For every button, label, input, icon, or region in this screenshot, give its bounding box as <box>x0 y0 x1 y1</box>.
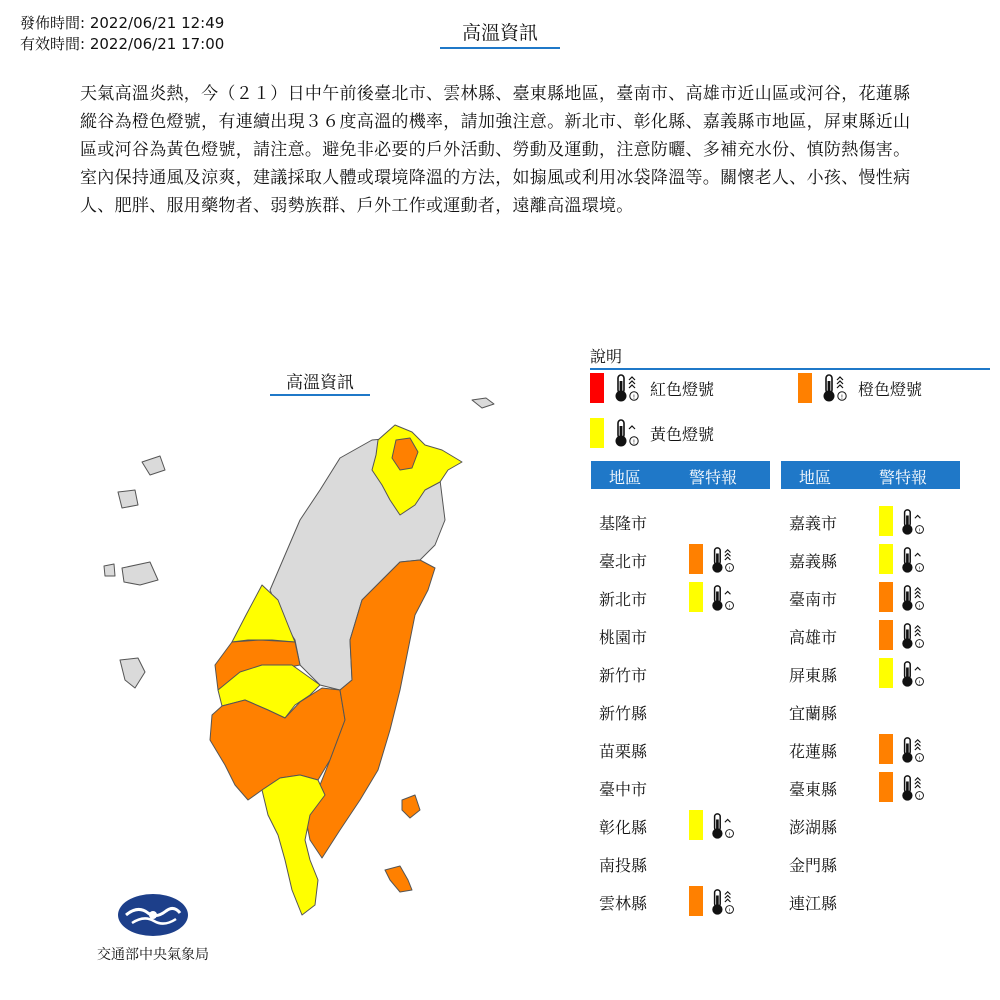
orange-level-swatch <box>689 544 703 574</box>
thermometer-icon <box>899 546 927 574</box>
region-name: 桃園市 <box>599 628 648 647</box>
table-row <box>789 544 959 574</box>
region-penghu-4 <box>104 564 115 576</box>
region-name: 臺東縣 <box>789 780 838 799</box>
table-row <box>599 658 769 688</box>
svg-text:!: ! <box>918 642 921 649</box>
yellow-level-swatch <box>879 506 893 536</box>
svg-text:!: ! <box>632 439 636 446</box>
svg-text:!: ! <box>918 794 921 801</box>
region-name: 臺中市 <box>599 780 648 799</box>
table-row <box>789 734 959 764</box>
yellow-level-swatch <box>879 658 893 688</box>
thermometer-icon <box>899 508 927 536</box>
table-row <box>599 772 769 802</box>
legend-yellow <box>590 418 714 448</box>
region-name: 花蓮縣 <box>789 742 838 761</box>
region-penghu-1 <box>142 456 165 475</box>
region-penghu-3 <box>122 562 158 585</box>
svg-text:!: ! <box>728 566 731 573</box>
orange-level-swatch <box>879 772 893 802</box>
thermometer-high-icon <box>709 546 737 574</box>
table-row <box>599 620 769 650</box>
region-penghu-5 <box>120 658 145 688</box>
thermometer-icon <box>709 584 737 612</box>
page-title: 高溫資訊 <box>440 18 560 49</box>
region-name: 臺北市 <box>599 552 648 571</box>
cwb-logo <box>118 893 188 937</box>
region-name: 金門縣 <box>789 856 838 875</box>
table-row <box>789 658 959 688</box>
valid-time-value: 2022/06/21 17:00 <box>89 35 225 53</box>
thermometer-high-icon <box>899 774 927 802</box>
region-name: 宜蘭縣 <box>789 704 838 723</box>
header-warning: 警特報 <box>879 468 928 487</box>
yellow-level-swatch <box>879 544 893 574</box>
agency-name: 交通部中央氣象局 <box>97 947 209 963</box>
legend-title: 說明 <box>590 344 990 370</box>
region-name: 新竹市 <box>599 666 648 685</box>
region-name: 雲林縣 <box>599 894 648 913</box>
region-name: 嘉義縣 <box>789 552 838 571</box>
table-row <box>789 582 959 612</box>
red-swatch <box>590 373 604 403</box>
region-name: 嘉義市 <box>789 514 838 533</box>
table-row <box>599 886 769 916</box>
region-name: 新竹縣 <box>599 704 648 723</box>
thermometer-icon <box>612 418 642 448</box>
thermometer-icon <box>709 812 737 840</box>
table-row <box>599 810 769 840</box>
header-region: 地區 <box>609 468 642 487</box>
region-name: 彰化縣 <box>599 818 648 837</box>
svg-text:!: ! <box>840 394 844 401</box>
legend-orange <box>798 373 922 403</box>
svg-text:!: ! <box>918 566 921 573</box>
table-row <box>599 734 769 764</box>
table-row <box>599 506 769 536</box>
table-row <box>789 848 959 878</box>
table-row <box>789 506 959 536</box>
orange-swatch <box>798 373 812 403</box>
table-row <box>789 772 959 802</box>
thermometer-high-icon <box>899 736 927 764</box>
table-header-right <box>781 461 960 489</box>
table-row <box>599 696 769 726</box>
table-row <box>599 582 769 612</box>
thermometer-high-icon <box>899 622 927 650</box>
header-region: 地區 <box>799 468 832 487</box>
svg-text:!: ! <box>918 680 921 687</box>
svg-text:!: ! <box>918 604 921 611</box>
map-title: 高溫資訊 <box>270 368 370 396</box>
region-penghu-2 <box>118 490 138 508</box>
thermometer-icon <box>899 660 927 688</box>
header-warning: 警特報 <box>689 468 738 487</box>
warning-description: 天氣高溫炎熱，今（２１）日中午前後臺北市、雲林縣、臺東縣地區，臺南市、高雄市近山區或河谷，花蓮縣縱谷為橙色燈號，有連續出現３６度高溫的機率，請加強注意。新北市、彰化縣、嘉義縣市地區，屏東縣近山區或河谷為黃色燈號，請注意。避免非必要的戶外活動、勞動及運動，注意防曬、多補充水份、慎防熱傷害。室內保持通風及涼爽，建議採取人體或環境降溫的方法，如搧風或利用冰袋降溫等。關懷老人、小孩、慢性病人、肥胖、服用藥物者、弱勢族群、戶外工作或運動者，遠離高溫環境。 <box>80 84 911 216</box>
table-row <box>599 848 769 878</box>
issue-time-value: 2022/06/21 12:49 <box>89 14 225 32</box>
svg-text:!: ! <box>728 908 731 915</box>
table-row <box>789 886 959 916</box>
thermometer-high-icon <box>612 373 642 403</box>
svg-text:!: ! <box>728 604 731 611</box>
region-name: 連江縣 <box>789 894 838 913</box>
thermometer-high-icon <box>899 584 927 612</box>
region-name: 高雄市 <box>789 628 838 647</box>
issue-time-label: 發佈時間: <box>20 14 86 32</box>
svg-text:!: ! <box>918 756 921 763</box>
region-name: 新北市 <box>599 590 648 609</box>
region-green-island <box>385 866 412 892</box>
region-name: 苗栗縣 <box>599 742 648 761</box>
region-name: 臺南市 <box>789 590 838 609</box>
thermometer-high-icon <box>820 373 850 403</box>
region-name: 南投縣 <box>599 856 648 875</box>
region-name: 澎湖縣 <box>789 818 838 837</box>
valid-time-label: 有效時間: <box>20 35 86 53</box>
orange-level-swatch <box>879 582 893 612</box>
orange-level-swatch <box>689 886 703 916</box>
orange-level-swatch <box>879 734 893 764</box>
thermometer-high-icon <box>709 888 737 916</box>
table-row <box>789 620 959 650</box>
yellow-swatch <box>590 418 604 448</box>
svg-text:!: ! <box>918 528 921 535</box>
orange-level-swatch <box>879 620 893 650</box>
table-header-left <box>591 461 770 489</box>
table-row <box>789 810 959 840</box>
yellow-level-swatch <box>689 582 703 612</box>
legend-orange-label: 橙色燈號 <box>858 379 923 399</box>
region-lanyu <box>402 795 420 818</box>
region-name: 基隆市 <box>599 514 648 533</box>
yellow-level-swatch <box>689 810 703 840</box>
legend-yellow-label: 黃色燈號 <box>650 424 715 444</box>
legend-red <box>590 373 714 403</box>
region-turtle-island <box>472 398 494 408</box>
region-name: 屏東縣 <box>789 666 838 685</box>
table-row <box>599 544 769 574</box>
table-row <box>789 696 959 726</box>
svg-text:!: ! <box>632 394 636 401</box>
svg-text:!: ! <box>728 832 731 839</box>
legend-red-label: 紅色燈號 <box>650 379 715 399</box>
